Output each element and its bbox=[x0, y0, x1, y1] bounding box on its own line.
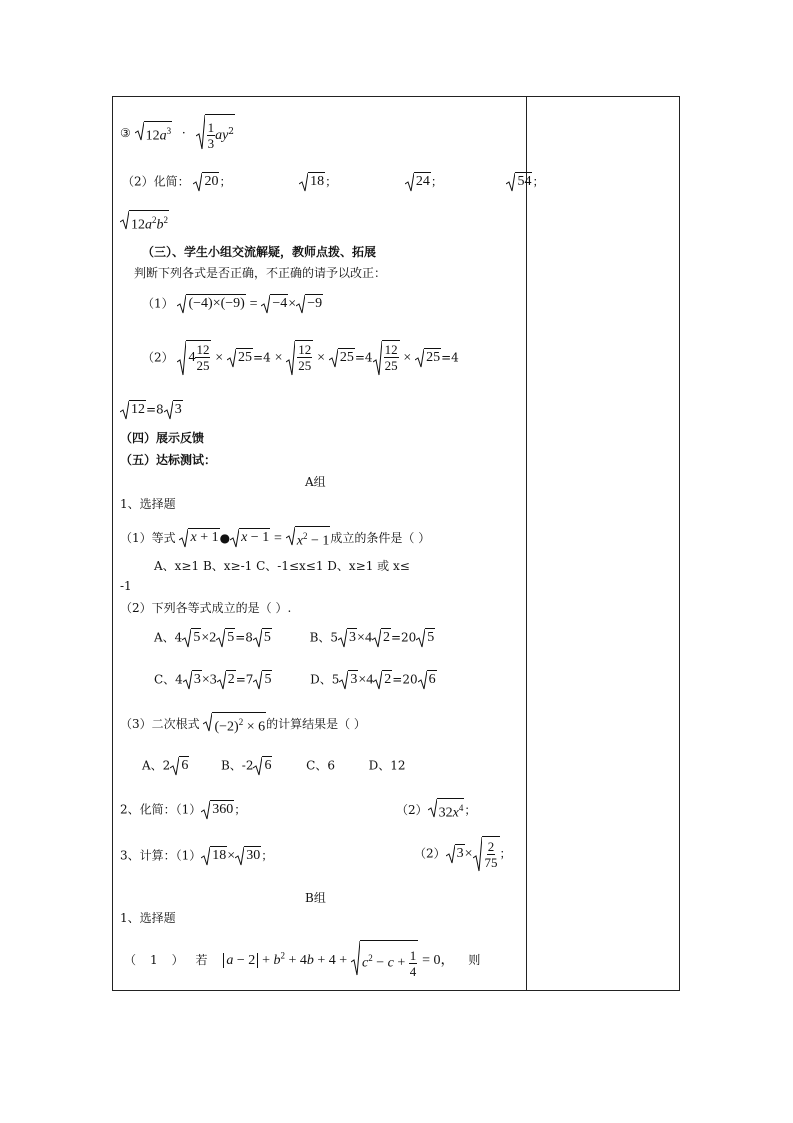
section-4-title: （四）展示反馈 bbox=[120, 431, 205, 445]
section-5-title: （五）达标测试： bbox=[120, 453, 217, 467]
radical: 5 bbox=[253, 628, 272, 648]
radical: 20 bbox=[193, 172, 219, 192]
simplify-group-a-2: （2） $32x^4$ ； bbox=[396, 798, 476, 823]
radical: 24 bbox=[405, 172, 431, 192]
radical: 2 bbox=[372, 628, 391, 648]
choice-heading-a: 1、选择题 bbox=[120, 497, 176, 511]
judge-1: （1） (−4)×(−9) = −4 × −9 bbox=[142, 294, 323, 314]
exercise-3-expr: ③ $12a^3$ · $\frac{1}{3}$ $ay^2$ bbox=[120, 114, 235, 153]
radical: −4 bbox=[261, 294, 288, 314]
a-question-1-options-wrap: -1 bbox=[120, 579, 132, 593]
radical: $\frac{1}{3}$ $ay^2$ bbox=[196, 114, 235, 153]
radical: 25 bbox=[329, 348, 355, 368]
radical: 25 bbox=[227, 348, 253, 368]
radical: $\frac{12}{25}$ bbox=[286, 340, 313, 376]
choice-heading-b: 1、选择题 bbox=[120, 911, 176, 925]
a-question-1-options: A、x≥1 B、x≥-1 C、-1≤x≤1 D、x≥1 或 x≤ bbox=[154, 559, 410, 573]
radical: $12a^3$ bbox=[135, 121, 173, 146]
radical: 25 bbox=[415, 348, 441, 368]
group-b-title: B组 bbox=[305, 891, 326, 905]
radical: $32x^4$ bbox=[428, 798, 465, 823]
section-3-instruction: 判断下列各式是否正确，不正确的请予以改正： bbox=[134, 266, 387, 280]
radical: 2 bbox=[217, 670, 236, 690]
a-question-3-options: A、2 6 B、-2 6 C、6 D、12 bbox=[142, 756, 406, 776]
column-divider bbox=[526, 96, 527, 991]
group-a-title: A组 bbox=[305, 475, 326, 489]
simplify-line-cont bbox=[120, 210, 169, 235]
radical: 6 bbox=[253, 756, 272, 776]
radical: 3 bbox=[339, 670, 358, 690]
b-question-1: （ 1 ） 若 $a - 2 + b^2 + 4b + 4$ + $c^2 - c$ + $\frac{1}{4}$ = 0， 则 bbox=[124, 940, 480, 981]
radical: 5 bbox=[416, 628, 435, 648]
radical: 3 bbox=[164, 400, 183, 420]
radical: 3 bbox=[183, 670, 202, 690]
radical: 12 bbox=[120, 400, 146, 420]
radical: 4 $\frac{12}{25}$ bbox=[177, 340, 211, 376]
a-question-2-options-ab: A、4 5 ×2 5 =8 5 B、5 3 ×4 2 =20 5 bbox=[154, 628, 435, 648]
radical: 6 bbox=[418, 670, 437, 690]
radical: 54 bbox=[506, 172, 532, 192]
radical: 30 bbox=[235, 846, 261, 866]
a-question-2-options-cd: C、4 3 ×3 2 =7 5 D、5 3 ×4 2 =20 6 bbox=[154, 670, 437, 690]
radical: $\frac{12}{25}$ bbox=[373, 340, 400, 376]
radical: x + 1 bbox=[179, 528, 219, 548]
a-question-2: （2）下列各等式成立的是（ ）. bbox=[120, 601, 292, 615]
a-question-3: （3）二次根式 $(-2)^2 \times 6$ 的计算结果是（ ） bbox=[120, 712, 366, 737]
radical: 3 bbox=[446, 844, 465, 864]
radical: 5 bbox=[182, 628, 201, 648]
radical: $c^2 - c$ + $\frac{1}{4}$ bbox=[351, 940, 418, 981]
radical: $x^2 - 1$ bbox=[286, 526, 331, 551]
radical: 5 bbox=[216, 628, 235, 648]
radical: $12a^2b^2$ bbox=[120, 210, 169, 235]
judge-2-cont: 12 =8 3 bbox=[120, 400, 183, 420]
radical: −9 bbox=[296, 294, 323, 314]
radical: 3 bbox=[338, 628, 357, 648]
simplify-group-a: 2、化简：（1） 360 ； bbox=[120, 800, 246, 820]
main-cell bbox=[112, 96, 545, 991]
radical: $(-2)^2 \times 6$ bbox=[203, 712, 266, 737]
radical: x − 1 bbox=[230, 528, 270, 548]
radical: 6 bbox=[170, 756, 189, 776]
compute-group-a: 3、计算：（1） 18 × 30 ； bbox=[120, 846, 273, 866]
radical: (−4)×(−9) bbox=[177, 294, 245, 314]
a-question-1: （1）等式 x + 1 ● x − 1 = $x^2 - 1$ 成立的条件是（ ） bbox=[120, 526, 430, 551]
section-3-title: （三）、学生小组交流解疑，教师点拨、拓展 bbox=[142, 245, 377, 259]
simplify-line: （2）化简： 20 ； 18 ； 24 ； 54 ； bbox=[122, 172, 545, 192]
radical: 5 bbox=[253, 670, 272, 690]
radical: $\frac{2}{75}$ bbox=[473, 836, 500, 872]
compute-group-a-2: （2） 3 × $\frac{2}{75}$ ； bbox=[414, 836, 512, 872]
radical: 2 bbox=[373, 670, 392, 690]
radical: 360 bbox=[201, 800, 234, 820]
radical: 18 bbox=[299, 172, 325, 192]
judge-2: （2） 4 $\frac{12}{25}$ × 25 =4 × $\frac{12}{25}$ × 25 =4 $\frac{12}{25}$ × 25 =4 bbox=[142, 340, 459, 376]
radical: 18 bbox=[201, 846, 227, 866]
